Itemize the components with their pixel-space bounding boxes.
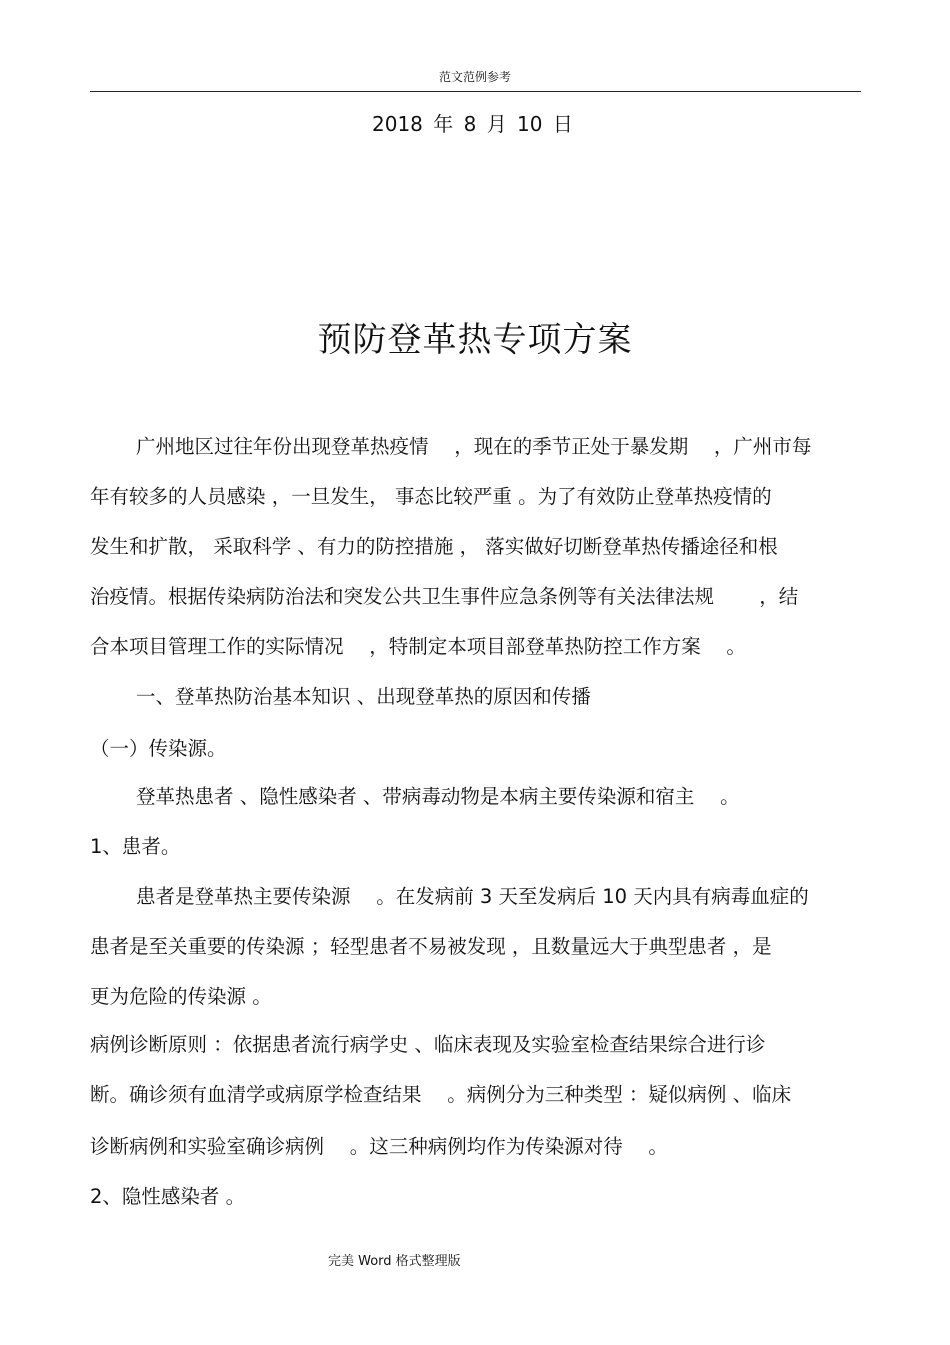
numbered-heading: 1、患者。: [90, 835, 181, 858]
header-divider: [90, 91, 861, 92]
page-header-text: 范文范例参考: [438, 70, 511, 84]
paragraph-line: 病例诊断原则 ：依据患者流行病学史 、临床表现及实验室检查结果综合进行诊: [90, 1033, 766, 1056]
paragraph-line: 合本项目管理工作的实际情况 ，特制定本项目部登革热防控工作方案 。: [90, 635, 746, 658]
paragraph-line: 治疫情。根据传染病防治法和突发公共卫生事件应急条例等有关法律法规 ，结: [90, 585, 799, 608]
section-heading: 一、登革热防治基本知识 、出现登革热的原因和传播: [136, 685, 591, 708]
document-title: 预防登革热专项方案: [317, 320, 633, 360]
numbered-heading: 2、隐性感染者 。: [90, 1185, 246, 1208]
paragraph-line: 广州地区过往年份出现登革热疫情 ，现在的季节正处于暴发期 ，广州市每: [136, 435, 812, 458]
paragraph-line: 患者是登革热主要传染源 。在发病前 3 天至发病后 10 天内具有病毒血症的: [136, 885, 809, 908]
paragraph-line: 诊断病例和实验室确诊病例 。这三种病例均作为传染源对待 。: [90, 1135, 668, 1158]
paragraph-line: 年有较多的人员感染 ，一旦发生， 事态比较严重 。为了有效防止登革热疫情的: [90, 485, 772, 508]
paragraph-line: 发生和扩散， 采取科学 、有力的防控措施 ， 落实做好切断登革热传播途径和根: [90, 535, 778, 558]
paragraph-line: 更为危险的传染源 。: [90, 985, 272, 1008]
document-date: 2018 年 8 月 10 日: [372, 112, 573, 136]
subsection-heading: （一）传染源。: [90, 737, 227, 760]
paragraph-line: 登革热患者 、隐性感染者 、带病毒动物是本病主要传染源和宿主 。: [136, 785, 740, 808]
page-footer-text: 完美 Word 格式整理版: [328, 1254, 461, 1269]
paragraph-line: 断。确诊须有血清学或病原学检查结果 。病例分为三种类型 ：疑似病例 、临床: [90, 1083, 792, 1106]
paragraph-line: 患者是至关重要的传染源 ；轻型患者不易被发现 ，且数量远大于典型患者 ，是: [90, 935, 772, 958]
